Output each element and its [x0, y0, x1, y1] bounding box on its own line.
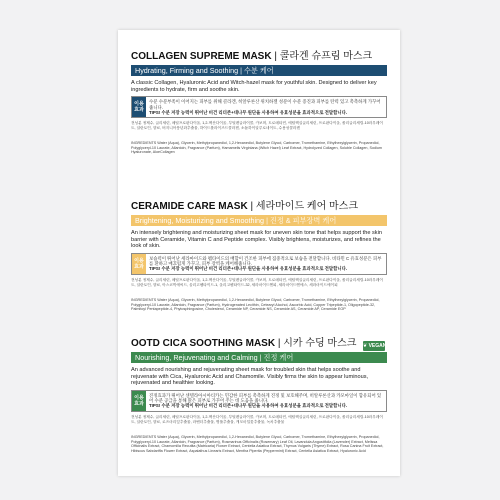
band-ko: | 수분 케어 — [240, 66, 274, 75]
effect-label — [132, 391, 146, 411]
effect-box — [131, 390, 387, 412]
effect-tips: TIPS! 수분 저장 능력이 뛰어난 비건 리더존+대나무 원단을 사용하여 유효성분을 효과적으로 전달합니다. — [149, 403, 348, 409]
title-ko: | 시카 수딩 마스크 — [277, 338, 357, 349]
effect-box — [131, 96, 387, 118]
effect-desc: 보습력이 뛰어난 세라마이드와 펩타이드의 배합이 건조한 피부에 집중적으로 보습을 전달합니다. 비타민 C 유효성분은 피부를 환하고 매끄럽게 가꾸고, 피부 장벽을 케어해줍니다. — [149, 256, 382, 267]
section-ceramide-care-mask — [131, 201, 387, 316]
section-title — [131, 201, 387, 213]
effect-label-line1: 이용 — [134, 395, 144, 402]
effect-text — [146, 97, 386, 117]
effect-label-line2: 효과 — [134, 107, 144, 114]
subtitle-band — [131, 215, 387, 226]
intro-text — [131, 367, 387, 387]
ingredients-en: INGREDIENTS Water (Aqua), Glycerin, Methylpropanediol, 1,2-Hexanediol, Butylene Glycol, Carbomer, Tromethamine, Ethylhexylglycerin, Propanediol, Polyglyceryl-10 Laurate, Allantoin, Fragrance (Parfum), Hamamelis Virginiana (Witch Hazel) Leaf Extract, Hydrolyzed Collagen, Soluble Collagen, Sodium Hyaluronate, AloeCollagen — [131, 141, 382, 155]
effect-label — [132, 97, 146, 117]
section-title — [131, 338, 387, 350]
title-en: OOTD CICA SOOTHING MASK — [131, 338, 276, 349]
intro-en: An intensely brightening and moisturizing sheet mask for uneven skin tone that helps support the skin barrier with Ceramide, Vitamin C and Peptide complex. Visibly brightens, moisturizes, and refines the look of skin. — [131, 230, 382, 250]
ingredients-ko: 전성분 정제수, 글리세린, 메틸프로판다이올, 1,2-헥산다이올, 부틸렌글라이콜, 카보머, 트로메타민, 에틸헥실글리세린, 프로판다이올, 폴리글리세릴-10라우레이트, 알란토인, 향료, 로즈마리잎추출물, 라벤더추출물, 병풀추출물, 캐모마일꽃추출물, 녹차추출물 — [131, 415, 383, 424]
band-ko: | 진정 케어 — [259, 353, 294, 362]
product-info-sheet — [118, 30, 400, 476]
section-title — [131, 51, 387, 63]
effect-tips: TIPS! 수분 저장 능력이 뛰어난 비건 리더존+대나무 원단을 사용하여 유효성분을 효과적으로 전달합니다. — [149, 266, 348, 272]
effect-label-line1: 이용 — [134, 101, 144, 108]
effect-label-line2: 효과 — [134, 264, 144, 271]
vegan-badge — [363, 341, 385, 351]
subtitle-band — [131, 65, 387, 76]
effect-text — [146, 391, 386, 411]
vegan-label: VEGAN — [368, 343, 387, 349]
band-en: Nourishing, Rejuvenating and Calming — [135, 353, 258, 362]
intro-en: A classic Collagen, Hyaluronic Acid and Witch-hazel mask for youthful skin. Designed to deliver key ingredients to hydrate, firm and soothe skin. — [131, 80, 377, 93]
title-en: CERAMIDE CARE MASK — [131, 201, 248, 212]
intro-text — [131, 230, 387, 250]
effect-label-line2: 효과 — [134, 401, 144, 408]
effect-desc: 수분 수분부족이 이어지는 피부를 위해 콜라겐, 히알루론산 위치하젤 성분이 수분 증진과 피부를 탄력 있고 촉촉하게 가꾸어줍니다. — [149, 99, 381, 110]
title-en: COLLAGEN SUPREME MASK — [131, 51, 272, 62]
band-ko: | 진정 & 피부장벽 케어 — [266, 216, 337, 225]
ingredients-ko: 전성분 정제수, 글리세린, 메틸프로판다이올, 1,2-헥산다이올, 부틸렌글라이콜, 카보머, 트로메타민, 에틸헥실글리세린, 프로판다이올, 폴리글리세릴-10라우레이트, 알란토인, 향료, 아스코빅애씨드, 올리고펩타이드-1, 올리고펩타이드-32, 세라마이드엔피, 세라마이드엔에스, 세라마이드에이피 — [131, 278, 383, 287]
intro-text — [131, 80, 387, 93]
ingredients-ko: 전성분 정제수, 글리세린, 메틸프로판다이올, 1,2-헥산다이올, 부틸렌글라이콜, 카보머, 트로메타민, 에틸헥실글리세린, 프로판다이올, 폴리글리세릴-10라우레이트, 알란토인, 향료, 버지니아풍년화추출물, 하이드롤라이즈드콜라겐, 소듐하이알루로네이트, 수용성콜라겐 — [131, 121, 383, 130]
effect-text — [146, 254, 386, 274]
effect-desc: 진정효과가 뛰어난 센텔라아시아티카는 민감한 피부를 촉촉하게 진정 및 보호해주며, 히알루론산과 카모마일이 함유되어 있어 수분 공급을 통해 맑은 피부로 가꾸어 주는 데 도움을 줍니다. — [149, 393, 382, 404]
ingredients-en: INGREDIENTS Water (Aqua), Glycerin, Methylpropanediol, 1,2-Hexanediol, Butylene Glycol, Carbomer, Tromethamine, Ethylhexylglycerin, Propanediol, Polyglyceryl-10 Laurate, Allantoin, Fragrance (Parfum), Rosmarinus Officinalis (Rosemary) Leaf Oil, Lavandula Angustifolia (Lavender) Extract, Melissa Officinalis Extract, Chamomilla Recutita (Matricaria) Flower Extract, Centella Asiatica Extract, Thymus Vulgaris (Thyme) Extract, Rosa Canina Fruit Extract, Hibiscus Sabdariffa Flower Extract, Aspalathus Linearis Extract, Mentha Piperita (Peppermint) Extract, Centella Asiatica Extract, Hyaluronic Acid — [131, 435, 384, 453]
title-ko: | 콜라겐 슈프림 마스크 — [274, 51, 373, 62]
effect-box — [131, 253, 387, 275]
effect-tips: TIPS! 수분 저장 능력이 뛰어난 비건 리더존+대나무 원단을 사용하여 유효성분을 효과적으로 전달합니다. — [149, 109, 348, 115]
band-en: Brightening, Moisturizing and Smoothing — [135, 216, 265, 225]
leaf-icon: ❦ — [363, 343, 368, 349]
title-ko: | 세라마이드 케어 마스크 — [250, 201, 358, 212]
section-ootd-cica-soothing-mask — [131, 338, 387, 453]
section-collagen-supreme-mask — [131, 51, 387, 159]
effect-label — [132, 254, 146, 274]
intro-en: An advanced nourishing and rejuvenating sheet mask for troubled skin that helps soothe and rejuvenate with Cica, Hyaluronic Acid and Chamomile. Visibly firms the skin to appear luminous, rejuvenated and healthier looking. — [131, 367, 369, 387]
band-en: Hydrating, Firming and Soothing — [135, 66, 239, 75]
ingredients-en: INGREDIENTS Water (Aqua), Glycerin, Methylpropanediol, 1,2-Hexanediol, Butylene Glycol, Carbomer, Tromethamine, Ethylhexylglycerin, Propanediol, Polyglyceryl-10 Laurate, Allantoin, Fragrance (Parfum), Hydrogenated Lecithin, Cetearyl Alcohol, Ascorbic Acid, Copper Tripeptide-1, Oligopeptide-32, Palmitoyl Pentapeptide-4, Phytosphingosine, Cholesterol, Ceramide NP, Ceramide NS, Ceramide AS, Ceramide AP, Ceramide EOP — [131, 298, 380, 312]
effect-label-line1: 이용 — [134, 258, 144, 265]
